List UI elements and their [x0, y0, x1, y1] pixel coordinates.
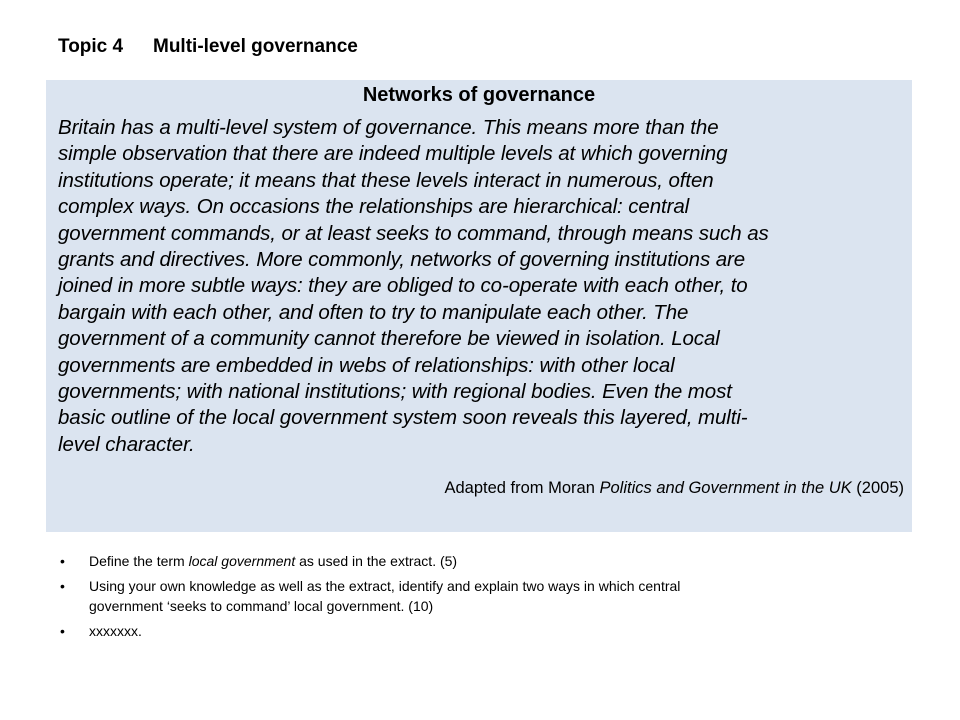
extract-line: simple observation that there are indeed multiple levels at which governing: [58, 142, 728, 166]
question-text: [89, 551, 920, 571]
question-term: local government: [188, 553, 296, 569]
question-text-part: as used in the extract. (5): [295, 553, 458, 569]
page-title: [58, 36, 358, 58]
extract-source: [445, 479, 905, 498]
question-item: [60, 551, 920, 571]
question-list: [60, 551, 920, 646]
extract-line: institutions operate; it means that these levels interact in numerous, often: [58, 168, 714, 192]
extract-line: Britain has a multi-level system of governance. This means more than the: [58, 116, 719, 139]
question-text-line: government ‘seeks to command’ local government. (10): [89, 598, 434, 614]
question-text-part: Define the term: [89, 553, 189, 569]
bullet: •: [60, 553, 65, 569]
extract-line: basic outline of the local government system soon reveals this layered, multi-: [58, 406, 748, 430]
question-item: [60, 621, 920, 641]
extract-line: joined in more subtle ways: they are obliged to co-operate with each other, to: [58, 274, 748, 298]
extract-line: governments; with national institutions; with regional bodies. Even the most: [58, 380, 732, 404]
extract-line: government commands, or at least seeks to command, through means such as: [58, 221, 769, 245]
extract-heading: Networks of governance: [362, 84, 596, 106]
source-prefix: Adapted from Moran: [444, 479, 600, 497]
extract-line: governments are embedded in webs of relationships: with other local: [58, 353, 675, 377]
topic-name: Multi-level governance: [153, 36, 358, 57]
extract-line: bargain with each other, and often to try to manipulate each other. The: [58, 300, 689, 324]
source-year: (2005): [851, 479, 904, 497]
extract-line: grants and directives. More commonly, networks of governing institutions are: [58, 248, 746, 272]
question-item: [60, 576, 920, 616]
question-text-line: Using your own knowledge as well as the extract, identify and explain two ways in which central: [89, 578, 681, 594]
extract-line: level character.: [58, 432, 195, 456]
source-book-title: Politics and Government in the UK: [599, 479, 852, 497]
question-text: xxxxxxx.: [89, 623, 142, 639]
bullet: •: [60, 623, 65, 639]
extract-line: complex ways. On occasions the relationships are hierarchical: central: [58, 195, 690, 219]
topic-number: Topic 4: [58, 36, 124, 57]
extract-box: [46, 80, 912, 532]
bullet: •: [60, 578, 65, 594]
extract-line: government of a community cannot therefore be viewed in isolation. Local: [58, 327, 720, 351]
extract-text: [58, 115, 904, 458]
